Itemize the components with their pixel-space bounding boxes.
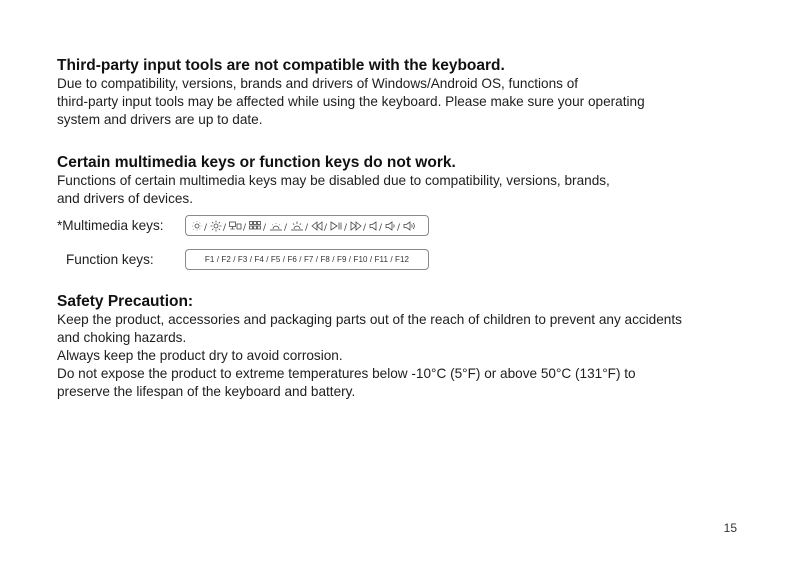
svg-text:/: / xyxy=(305,222,309,232)
multimedia-keys-box xyxy=(185,215,429,236)
keyboard-backlight-down-icon xyxy=(270,223,282,230)
body-line: Do not expose the product to extreme temperatures below -10°C (5°F) or above 50°C (131°F) to xyxy=(57,366,636,381)
function-keys-row xyxy=(57,249,429,270)
page-number: 15 xyxy=(723,521,737,535)
next-track-icon xyxy=(351,222,361,230)
multimedia-keys-section xyxy=(57,153,737,208)
body-line: Always keep the product dry to avoid corrosion. xyxy=(57,348,343,363)
brightness-down-icon xyxy=(192,221,202,231)
svg-text:/: / xyxy=(263,222,267,232)
body-line: and choking hazards. xyxy=(57,330,187,345)
svg-text:/: / xyxy=(344,222,348,232)
svg-text:/: / xyxy=(204,222,208,232)
compatibility-section xyxy=(57,56,737,129)
svg-text:/: / xyxy=(223,222,227,232)
body-line: system and drivers are up to date. xyxy=(57,112,263,127)
section-heading: Certain multimedia keys or function keys do not work. xyxy=(57,154,456,171)
svg-text:/: / xyxy=(284,222,288,232)
svg-text:/: / xyxy=(324,222,328,232)
function-keys-box: F1 / F2 / F3 / F4 / F5 / F6 / F7 / F8 / F9 / F10 / F11 / F12 xyxy=(185,249,429,270)
body-line: Keep the product, accessories and packaging parts out of the reach of children to prevent any accidents xyxy=(57,312,682,327)
section-heading: Third-party input tools are not compatible with the keyboard. xyxy=(57,57,505,74)
body-line: Functions of certain multimedia keys may be disabled due to compatibility, versions, brands, xyxy=(57,173,610,188)
mute-icon xyxy=(370,222,376,230)
safety-section xyxy=(57,292,737,401)
previous-track-icon xyxy=(312,222,322,230)
section-heading: Safety Precaution: xyxy=(57,293,194,310)
function-keys-label: Function keys: xyxy=(66,252,154,267)
body-line: Due to compatibility, versions, brands and drivers of Windows/Android OS, functions of xyxy=(57,76,579,91)
volume-up-icon xyxy=(404,222,414,230)
multimedia-keys-label: *Multimedia keys: xyxy=(57,218,164,233)
app-grid-icon xyxy=(250,221,261,229)
body-line: and drivers of devices. xyxy=(57,191,194,206)
svg-text:/: / xyxy=(363,222,367,232)
multimedia-icons-strip xyxy=(191,220,423,232)
screen-switch-icon xyxy=(230,222,242,229)
keyboard-backlight-up-icon xyxy=(291,221,303,230)
brightness-up-icon xyxy=(211,220,222,231)
svg-text:/: / xyxy=(243,222,247,232)
svg-text:/: / xyxy=(397,222,401,232)
volume-down-icon xyxy=(386,222,394,230)
play-pause-icon xyxy=(331,222,341,230)
body-line: third-party input tools may be affected while using the keyboard. Please make sure your operating xyxy=(57,94,645,109)
svg-text:/: / xyxy=(379,222,383,232)
multimedia-keys-row xyxy=(57,215,429,236)
body-line: preserve the lifespan of the keyboard and battery. xyxy=(57,384,356,399)
